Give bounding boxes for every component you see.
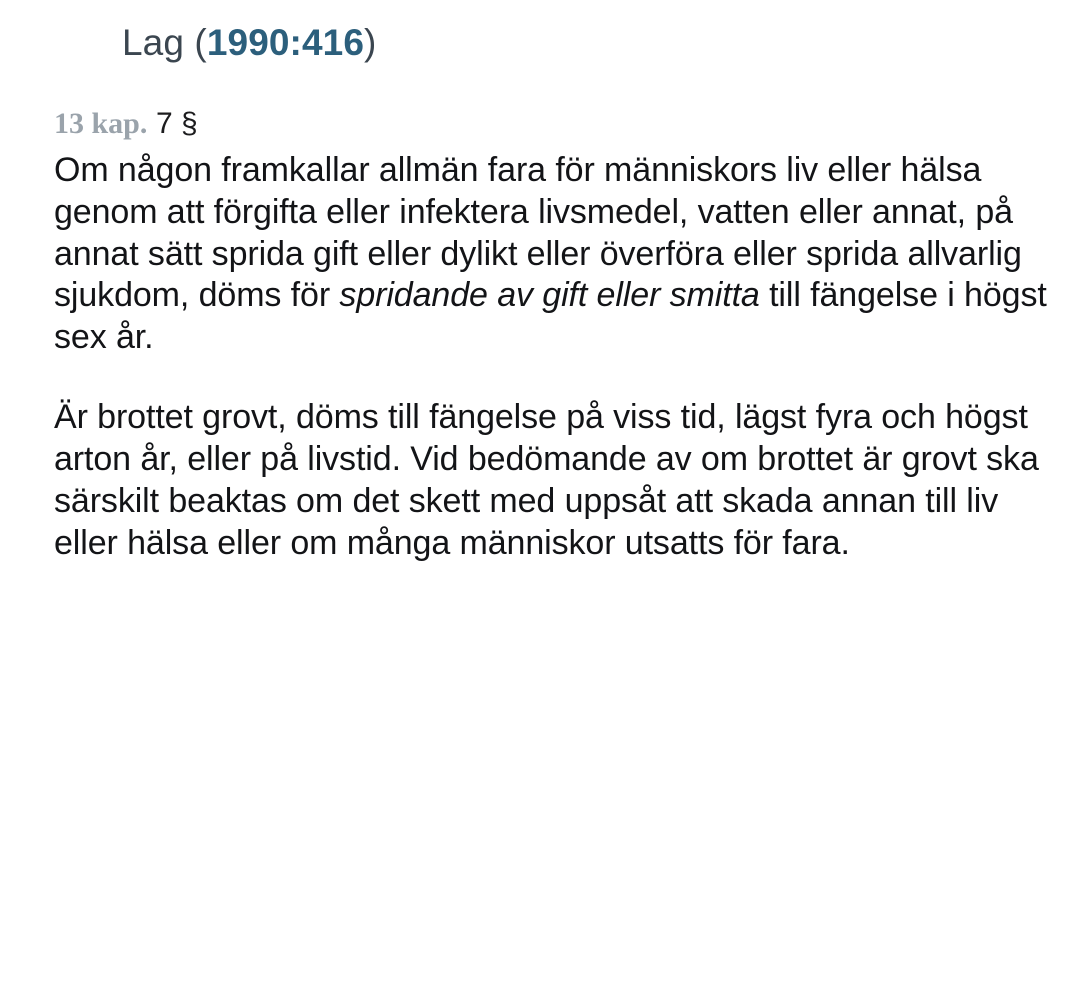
paragraph-2: Är brottet grovt, döms till fängelse på viss tid, lägst fyra och högst arton år, eller på livstid. Vid bedömande av om brottet är grovt ska särskilt beaktas om det skett med uppsåt att skada annan till liv eller hälsa eller om många människor utsatts för fara.: [54, 398, 1039, 562]
title-suffix: ): [364, 22, 377, 63]
title-prefix: Lag (: [122, 22, 207, 63]
sfs-number: 1990:416: [206, 22, 365, 63]
chapter-label: 13 kap.: [54, 107, 148, 140]
section-heading: [54, 104, 1050, 142]
law-text-body: [0, 104, 1080, 564]
paragraph-1-tail: till fängelse i högst sex år.: [54, 276, 1047, 357]
paragraph-1: [54, 150, 1050, 359]
paragraph-1-lead: Om någon framkallar allmän fara för människors liv eller hälsa genom att förgifta eller infektera livsmedel, vatten eller annat, på annat sätt sprida gift eller dylikt eller överföra eller sprida allvarlig sjukdom, döms för: [54, 151, 1022, 315]
crime-name: spridande av gift eller smitta: [339, 276, 760, 315]
page-title: [0, 0, 1080, 64]
section-label: 7 §: [156, 107, 198, 140]
